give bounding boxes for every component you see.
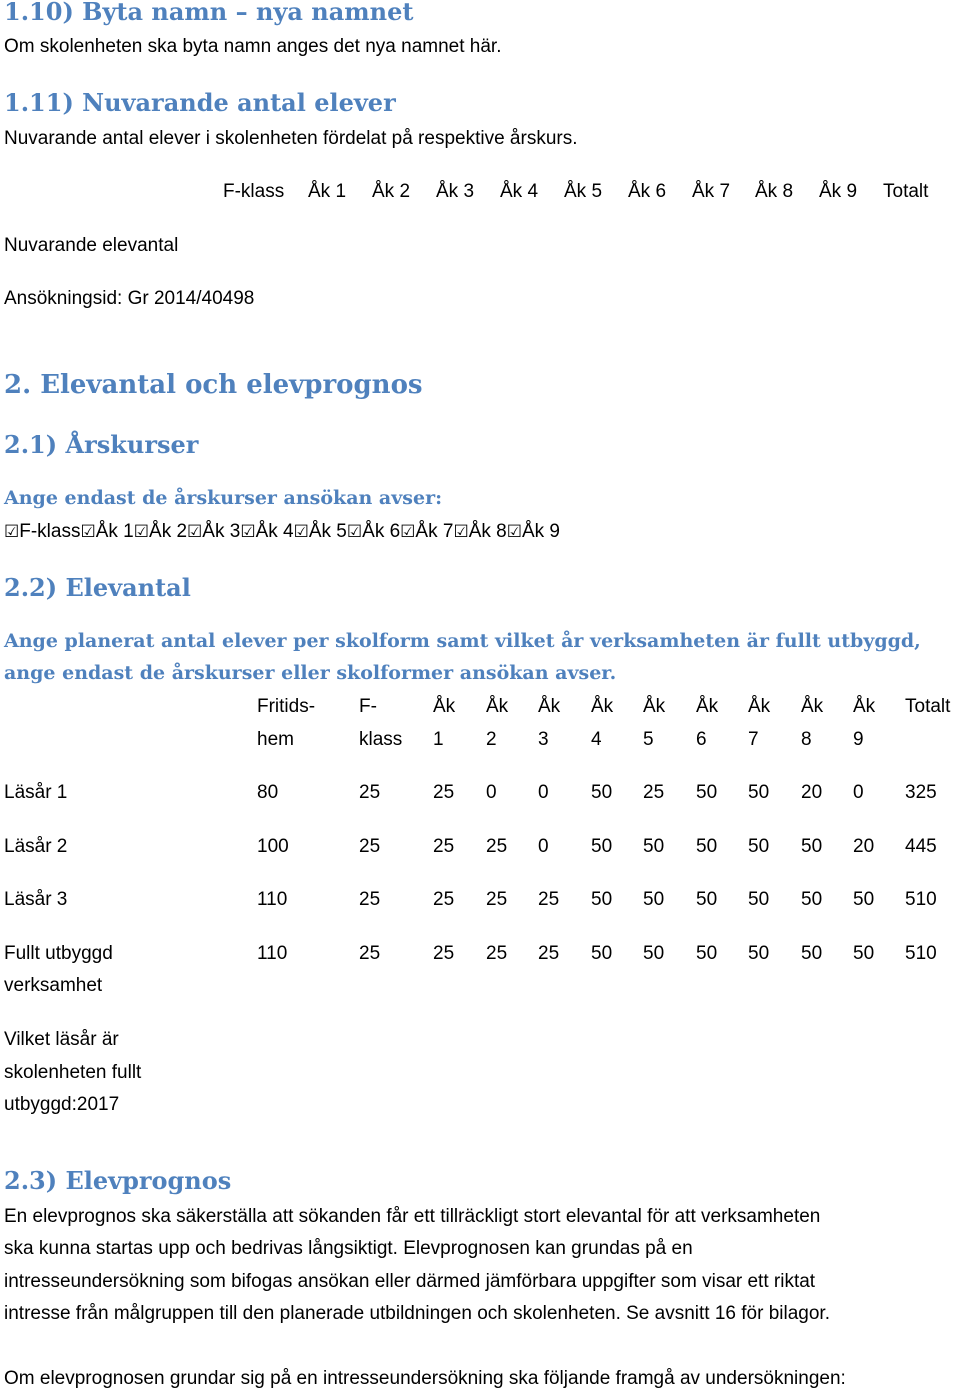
- table-cell: 50: [643, 889, 665, 910]
- column-header: Åk: [591, 696, 614, 717]
- section-text-1-11: Nuvarande antal elever i skolenheten fördelat på respektive årskurs.: [4, 128, 578, 149]
- checkbox-checked-icon[interactable]: ☑: [80, 522, 96, 541]
- column-header: klass: [359, 729, 403, 750]
- row-label: Nuvarande elevantal: [4, 235, 179, 256]
- table-cell: 110: [257, 889, 288, 910]
- column-header: Åk 6: [628, 181, 667, 202]
- column-header: Åk 7: [692, 181, 731, 202]
- checkbox-checked-icon[interactable]: ☑: [293, 522, 309, 541]
- column-header: Åk 3: [436, 181, 475, 202]
- table-cell: 50: [591, 889, 613, 910]
- table-cell: 25: [433, 836, 455, 857]
- grade-label: Åk 4: [255, 521, 294, 542]
- column-header: Åk 9: [819, 181, 858, 202]
- column-header: Åk 2: [372, 181, 411, 202]
- table-cell: 20: [853, 836, 875, 857]
- section-heading-1-10: 1.10) Byta namn – nya namnet: [4, 0, 414, 26]
- table-cell: 50: [643, 943, 665, 964]
- grade-label: Åk 5: [308, 521, 347, 542]
- prognosis-paragraph-line4: intresse från målgruppen till den planerade utbildningen och skolenheten. Se avsnitt 16 för bilagor.: [4, 1303, 830, 1324]
- grade-label: Åk 8: [468, 521, 507, 542]
- column-header: Åk: [696, 696, 719, 717]
- grade-label: F-klass: [19, 521, 81, 542]
- table-cell: 20: [801, 782, 823, 803]
- column-header: Fritids-: [257, 696, 316, 717]
- column-header: Totalt: [905, 696, 951, 717]
- table-cell: 0: [853, 782, 864, 803]
- column-header: 8: [801, 729, 812, 750]
- table-cell: 0: [486, 782, 497, 803]
- table-cell: 110: [257, 943, 288, 964]
- column-header: Åk: [433, 696, 456, 717]
- column-header: 5: [643, 729, 654, 750]
- checkbox-checked-icon[interactable]: ☑: [240, 522, 256, 541]
- table-cell: 25: [433, 889, 455, 910]
- section-heading-1-11: 1.11) Nuvarande antal elever: [4, 88, 396, 117]
- table-cell: 25: [359, 782, 381, 803]
- grade-label: Åk 1: [95, 521, 134, 542]
- table-cell: 80: [257, 782, 279, 803]
- checkbox-checked-icon[interactable]: ☑: [506, 522, 522, 541]
- column-header: Åk: [801, 696, 824, 717]
- table-cell: 0: [538, 782, 549, 803]
- column-header: 7: [748, 729, 759, 750]
- checkbox-checked-icon[interactable]: ☑: [453, 522, 469, 541]
- column-header: 6: [696, 729, 707, 750]
- full-year-value: utbyggd:2017: [4, 1094, 120, 1115]
- table-cell: 25: [538, 889, 560, 910]
- column-header: 3: [538, 729, 549, 750]
- column-header: Åk: [748, 696, 771, 717]
- table-cell: 50: [696, 782, 718, 803]
- table-cell: 25: [538, 943, 560, 964]
- grade-label: Åk 3: [202, 521, 241, 542]
- column-header: Åk: [538, 696, 561, 717]
- survey-requirements-line: Om elevprognosen grundar sig på en intresseundersökning ska följande framgå av undersökningen:: [4, 1368, 846, 1389]
- grade-label: Åk 6: [362, 521, 401, 542]
- column-header: F-klass: [223, 181, 285, 202]
- column-header: Åk 1: [308, 181, 347, 202]
- section-heading-2-1: 2.1) Årskurser: [4, 430, 199, 459]
- table-cell: 25: [486, 889, 508, 910]
- table-cell: 50: [748, 943, 770, 964]
- column-header: Åk: [853, 696, 876, 717]
- table-cell: 50: [696, 836, 718, 857]
- column-header: Åk: [643, 696, 666, 717]
- row-label: Läsår 3: [4, 889, 68, 910]
- application-id: Ansökningsid: Gr 2014/40498: [4, 288, 255, 309]
- row-label: Fullt utbyggd: [4, 943, 113, 964]
- checkbox-checked-icon[interactable]: ☑: [400, 522, 416, 541]
- column-header: Åk 8: [755, 181, 794, 202]
- prognosis-paragraph-line3: intresseundersökning som bifogas ansökan eller därmed jämförbara uppgifter som visar ett riktat: [4, 1271, 816, 1292]
- row-label: verksamhet: [4, 975, 103, 996]
- section-heading-2: 2. Elevantal och elevprognos: [4, 370, 423, 400]
- grades-checklist: [4, 521, 560, 543]
- column-header: Åk 5: [564, 181, 603, 202]
- table-cell: 50: [748, 782, 770, 803]
- table-cell: 25: [486, 943, 508, 964]
- column-header: 4: [591, 729, 602, 750]
- table-cell: 510: [905, 943, 937, 964]
- column-header: Åk: [486, 696, 509, 717]
- table-cell: 0: [538, 836, 549, 857]
- checkbox-checked-icon[interactable]: ☑: [133, 522, 150, 541]
- column-header: hem: [257, 729, 294, 750]
- table-cell: 50: [853, 889, 875, 910]
- grade-label: Åk 7: [415, 521, 454, 542]
- table-cell: 25: [643, 782, 665, 803]
- grade-label: Åk 9: [521, 521, 561, 542]
- column-header: 1: [433, 729, 444, 750]
- row-label: Läsår 1: [4, 782, 68, 803]
- table-cell: 25: [486, 836, 508, 857]
- table-cell: 25: [359, 836, 381, 857]
- student-count-instruction-line1: Ange planerat antal elever per skolform samt vilket år verksamheten är fullt utbyggd,: [4, 630, 921, 652]
- table-cell: 100: [257, 836, 289, 857]
- full-year-label-line2: skolenheten fullt: [4, 1062, 142, 1083]
- column-header: 2: [486, 729, 497, 750]
- table-cell: 25: [359, 889, 381, 910]
- table-cell: 50: [801, 889, 823, 910]
- table-cell: 25: [359, 943, 381, 964]
- table-cell: 50: [696, 943, 718, 964]
- table-cell: 25: [433, 943, 455, 964]
- table-cell: 50: [853, 943, 875, 964]
- table-cell: 325: [905, 782, 937, 803]
- checkbox-checked-icon[interactable]: ☑: [187, 522, 203, 541]
- prognosis-paragraph-line2: ska kunna startas upp och bedrivas långsiktigt. Elevprognosen kan grundas på en: [4, 1238, 693, 1259]
- table-cell: 510: [905, 889, 937, 910]
- column-header: 9: [853, 729, 864, 750]
- column-header: F-: [359, 696, 377, 717]
- section-text-1-10: Om skolenheten ska byta namn anges det nya namnet här.: [4, 36, 502, 57]
- table-cell: 50: [591, 782, 613, 803]
- column-header: Totalt: [883, 181, 929, 202]
- table-cell: 50: [591, 836, 613, 857]
- table-cell: 50: [591, 943, 613, 964]
- column-header: Åk 4: [500, 181, 539, 202]
- table-cell: 50: [748, 836, 770, 857]
- row-label: Läsår 2: [4, 836, 68, 857]
- grade-label: Åk 2: [149, 521, 188, 542]
- section-heading-2-3: 2.3) Elevprognos: [4, 1166, 232, 1195]
- section-heading-2-2: 2.2) Elevantal: [4, 573, 191, 602]
- full-year-label-line1: Vilket läsår är: [4, 1029, 119, 1050]
- grades-instruction: Ange endast de årskurser ansökan avser:: [4, 487, 443, 509]
- table-cell: 50: [643, 836, 665, 857]
- table-cell: 445: [905, 836, 937, 857]
- prognosis-paragraph-line1: En elevprognos ska säkerställa att sökanden får ett tillräckligt stort elevantal för att verksamheten: [4, 1206, 821, 1227]
- checkbox-checked-icon[interactable]: ☑: [4, 522, 20, 541]
- table-cell: 50: [801, 943, 823, 964]
- student-count-instruction-line2: ange endast de årskurser eller skolformer ansökan avser.: [4, 662, 617, 684]
- table-cell: 25: [433, 782, 455, 803]
- table-cell: 50: [801, 836, 823, 857]
- table-cell: 50: [696, 889, 718, 910]
- table-cell: 50: [748, 889, 770, 910]
- checkbox-checked-icon[interactable]: ☑: [346, 522, 363, 541]
